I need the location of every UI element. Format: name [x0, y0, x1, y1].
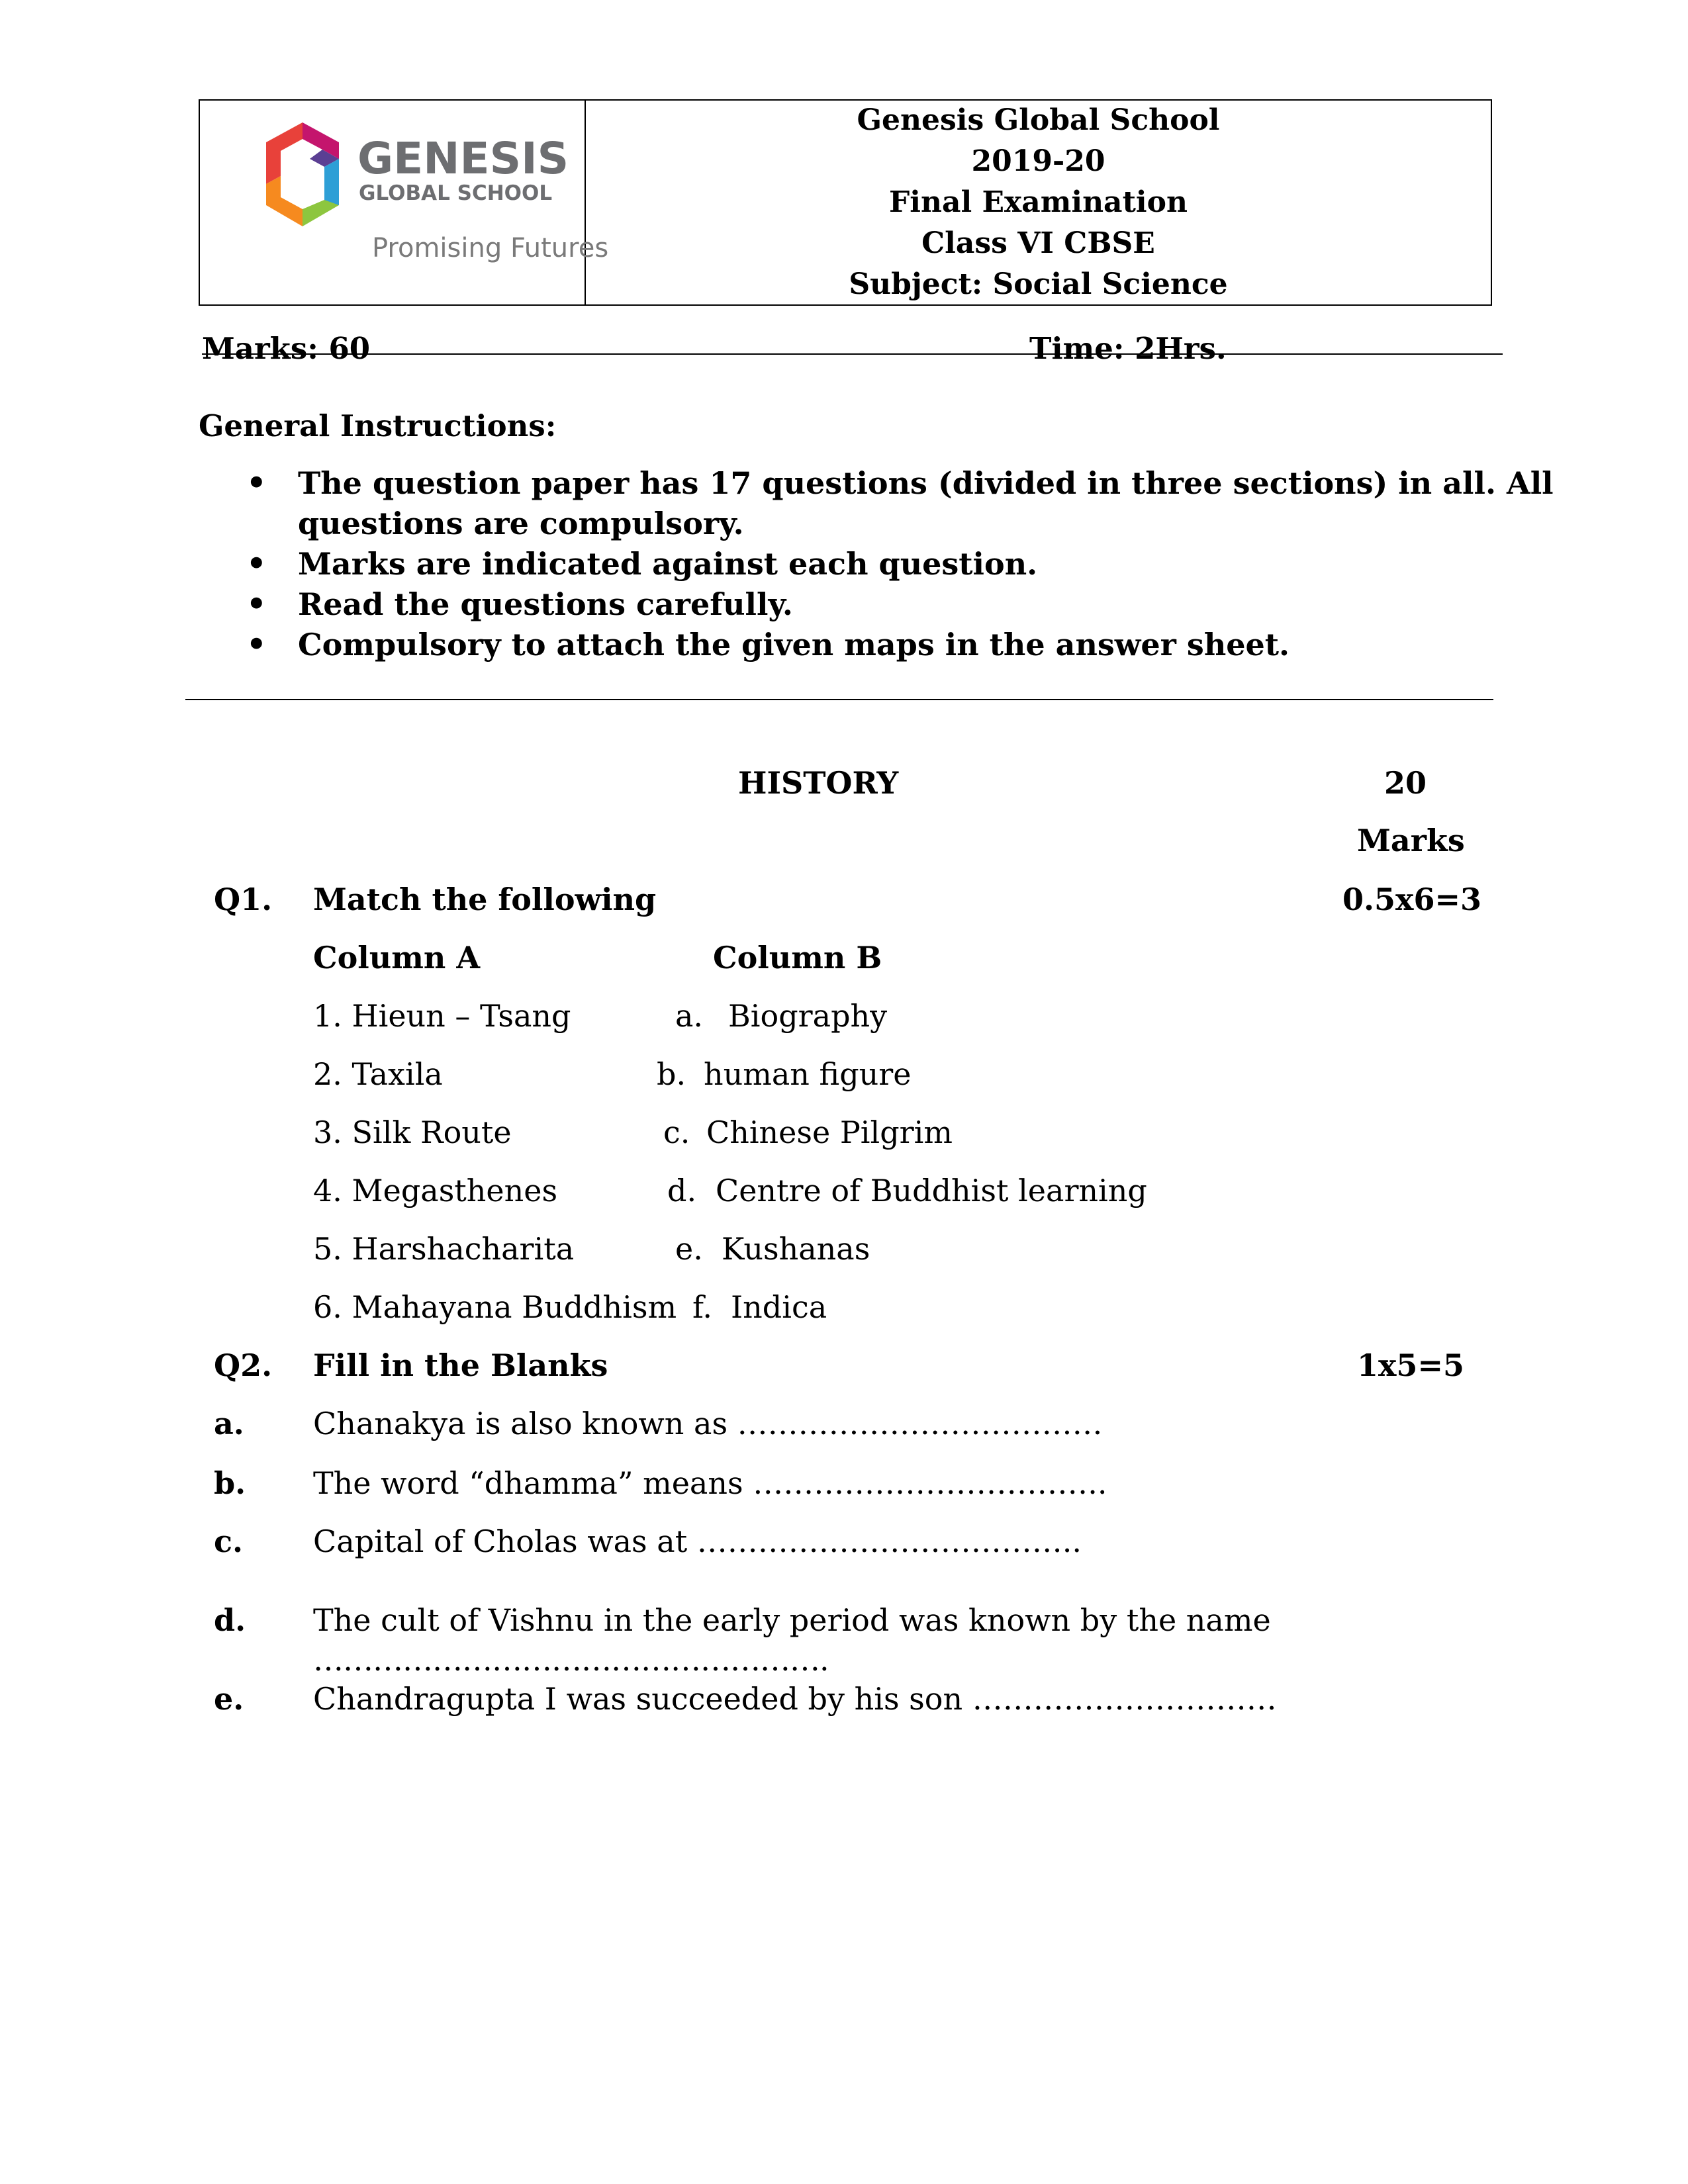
q1-title: Match the following — [313, 882, 657, 917]
blank-label: e. — [214, 1681, 244, 1717]
match-letter-b: d. — [667, 1173, 697, 1208]
match-item-a: 2. Taxila — [313, 1056, 443, 1092]
q1-marks: 0.5x6=3 — [1342, 882, 1482, 917]
match-letter-b: f. — [692, 1289, 713, 1325]
hexagon-emblem-icon — [266, 122, 339, 226]
instruction-item: • Compulsory to attach the given maps in the answer sheet. — [298, 625, 1556, 665]
exam-time: Time: 2Hrs. — [1029, 331, 1227, 366]
match-item-a: 6. Mahayana Buddhism — [313, 1289, 677, 1325]
match-item-b: Kushanas — [722, 1231, 870, 1267]
blank-label: d. — [214, 1602, 246, 1638]
section-title: HISTORY — [738, 765, 899, 801]
logo-cell — [200, 101, 609, 304]
match-item-b: Chinese Pilgrim — [706, 1115, 953, 1150]
match-item-a: 4. Megasthenes — [313, 1173, 558, 1208]
blank-label: a. — [214, 1406, 244, 1441]
instruction-item: • Read the questions carefully. — [298, 584, 1556, 625]
blank-text: The word “dhamma” means …………………………….. — [313, 1465, 1107, 1501]
match-item-a: 5. Harshacharita — [313, 1231, 575, 1267]
logo-subtitle: GLOBAL SCHOOL — [359, 181, 553, 205]
match-item-b: Indica — [731, 1289, 827, 1325]
blank-text-continuation: ……………………………………………. — [313, 1642, 829, 1678]
blank-text: Chanakya is also known as ……………………………… — [313, 1406, 1103, 1441]
exam-name: Final Examination — [889, 185, 1188, 219]
blank-label: c. — [214, 1524, 244, 1559]
school-name: Genesis Global School — [857, 103, 1220, 137]
blank-label: b. — [214, 1465, 246, 1501]
total-marks: Marks: 60 — [202, 331, 371, 366]
logo-name: GENESIS — [357, 133, 569, 184]
instructions-title: General Instructions: — [199, 408, 557, 443]
academic-year: 2019-20 — [971, 144, 1105, 178]
section-marks-label: Marks — [1357, 823, 1465, 858]
instructions-list — [199, 463, 1556, 665]
blank-text: Chandragupta I was succeeded by his son ………………………… — [313, 1681, 1277, 1717]
match-item-b: Centre of Buddhist learning — [716, 1173, 1147, 1208]
section-divider — [185, 699, 1493, 700]
match-item-a: 3. Silk Route — [313, 1115, 512, 1150]
blank-text: The cult of Vishnu in the early period was known by the name — [313, 1602, 1271, 1638]
q2-number: Q2. — [214, 1347, 273, 1383]
q2-title: Fill in the Blanks — [313, 1347, 608, 1383]
q1-number: Q1. — [214, 882, 273, 917]
instruction-item: • Marks are indicated against each question. — [298, 544, 1556, 584]
logo-tagline: Promising Futures — [372, 233, 609, 263]
class-name: Class VI CBSE — [921, 226, 1155, 260]
column-a-header: Column A — [313, 940, 481, 976]
blank-text: Capital of Cholas was at ……………………………….. — [313, 1524, 1082, 1559]
match-letter-b: c. — [663, 1115, 690, 1150]
header-box — [199, 99, 1492, 306]
subject-name: Subject: Social Science — [849, 267, 1228, 301]
instruction-item: • The question paper has 17 questions (divided in three sections) in all. All questions are compulsory. — [298, 463, 1556, 544]
column-b-header: Column B — [713, 940, 882, 976]
section-marks-value: 20 — [1384, 765, 1427, 801]
match-letter-b: b. — [657, 1056, 686, 1092]
q2-marks: 1x5=5 — [1357, 1347, 1464, 1383]
match-letter-b: a. — [675, 998, 704, 1034]
match-item-a: 1. Hieun – Tsang — [313, 998, 571, 1034]
match-item-b: Biography — [728, 998, 888, 1034]
school-logo — [240, 113, 609, 285]
marks-time-rule — [202, 353, 1503, 355]
title-cell — [586, 101, 1491, 304]
match-letter-b: e. — [675, 1231, 703, 1267]
match-item-b: human figure — [704, 1056, 912, 1092]
